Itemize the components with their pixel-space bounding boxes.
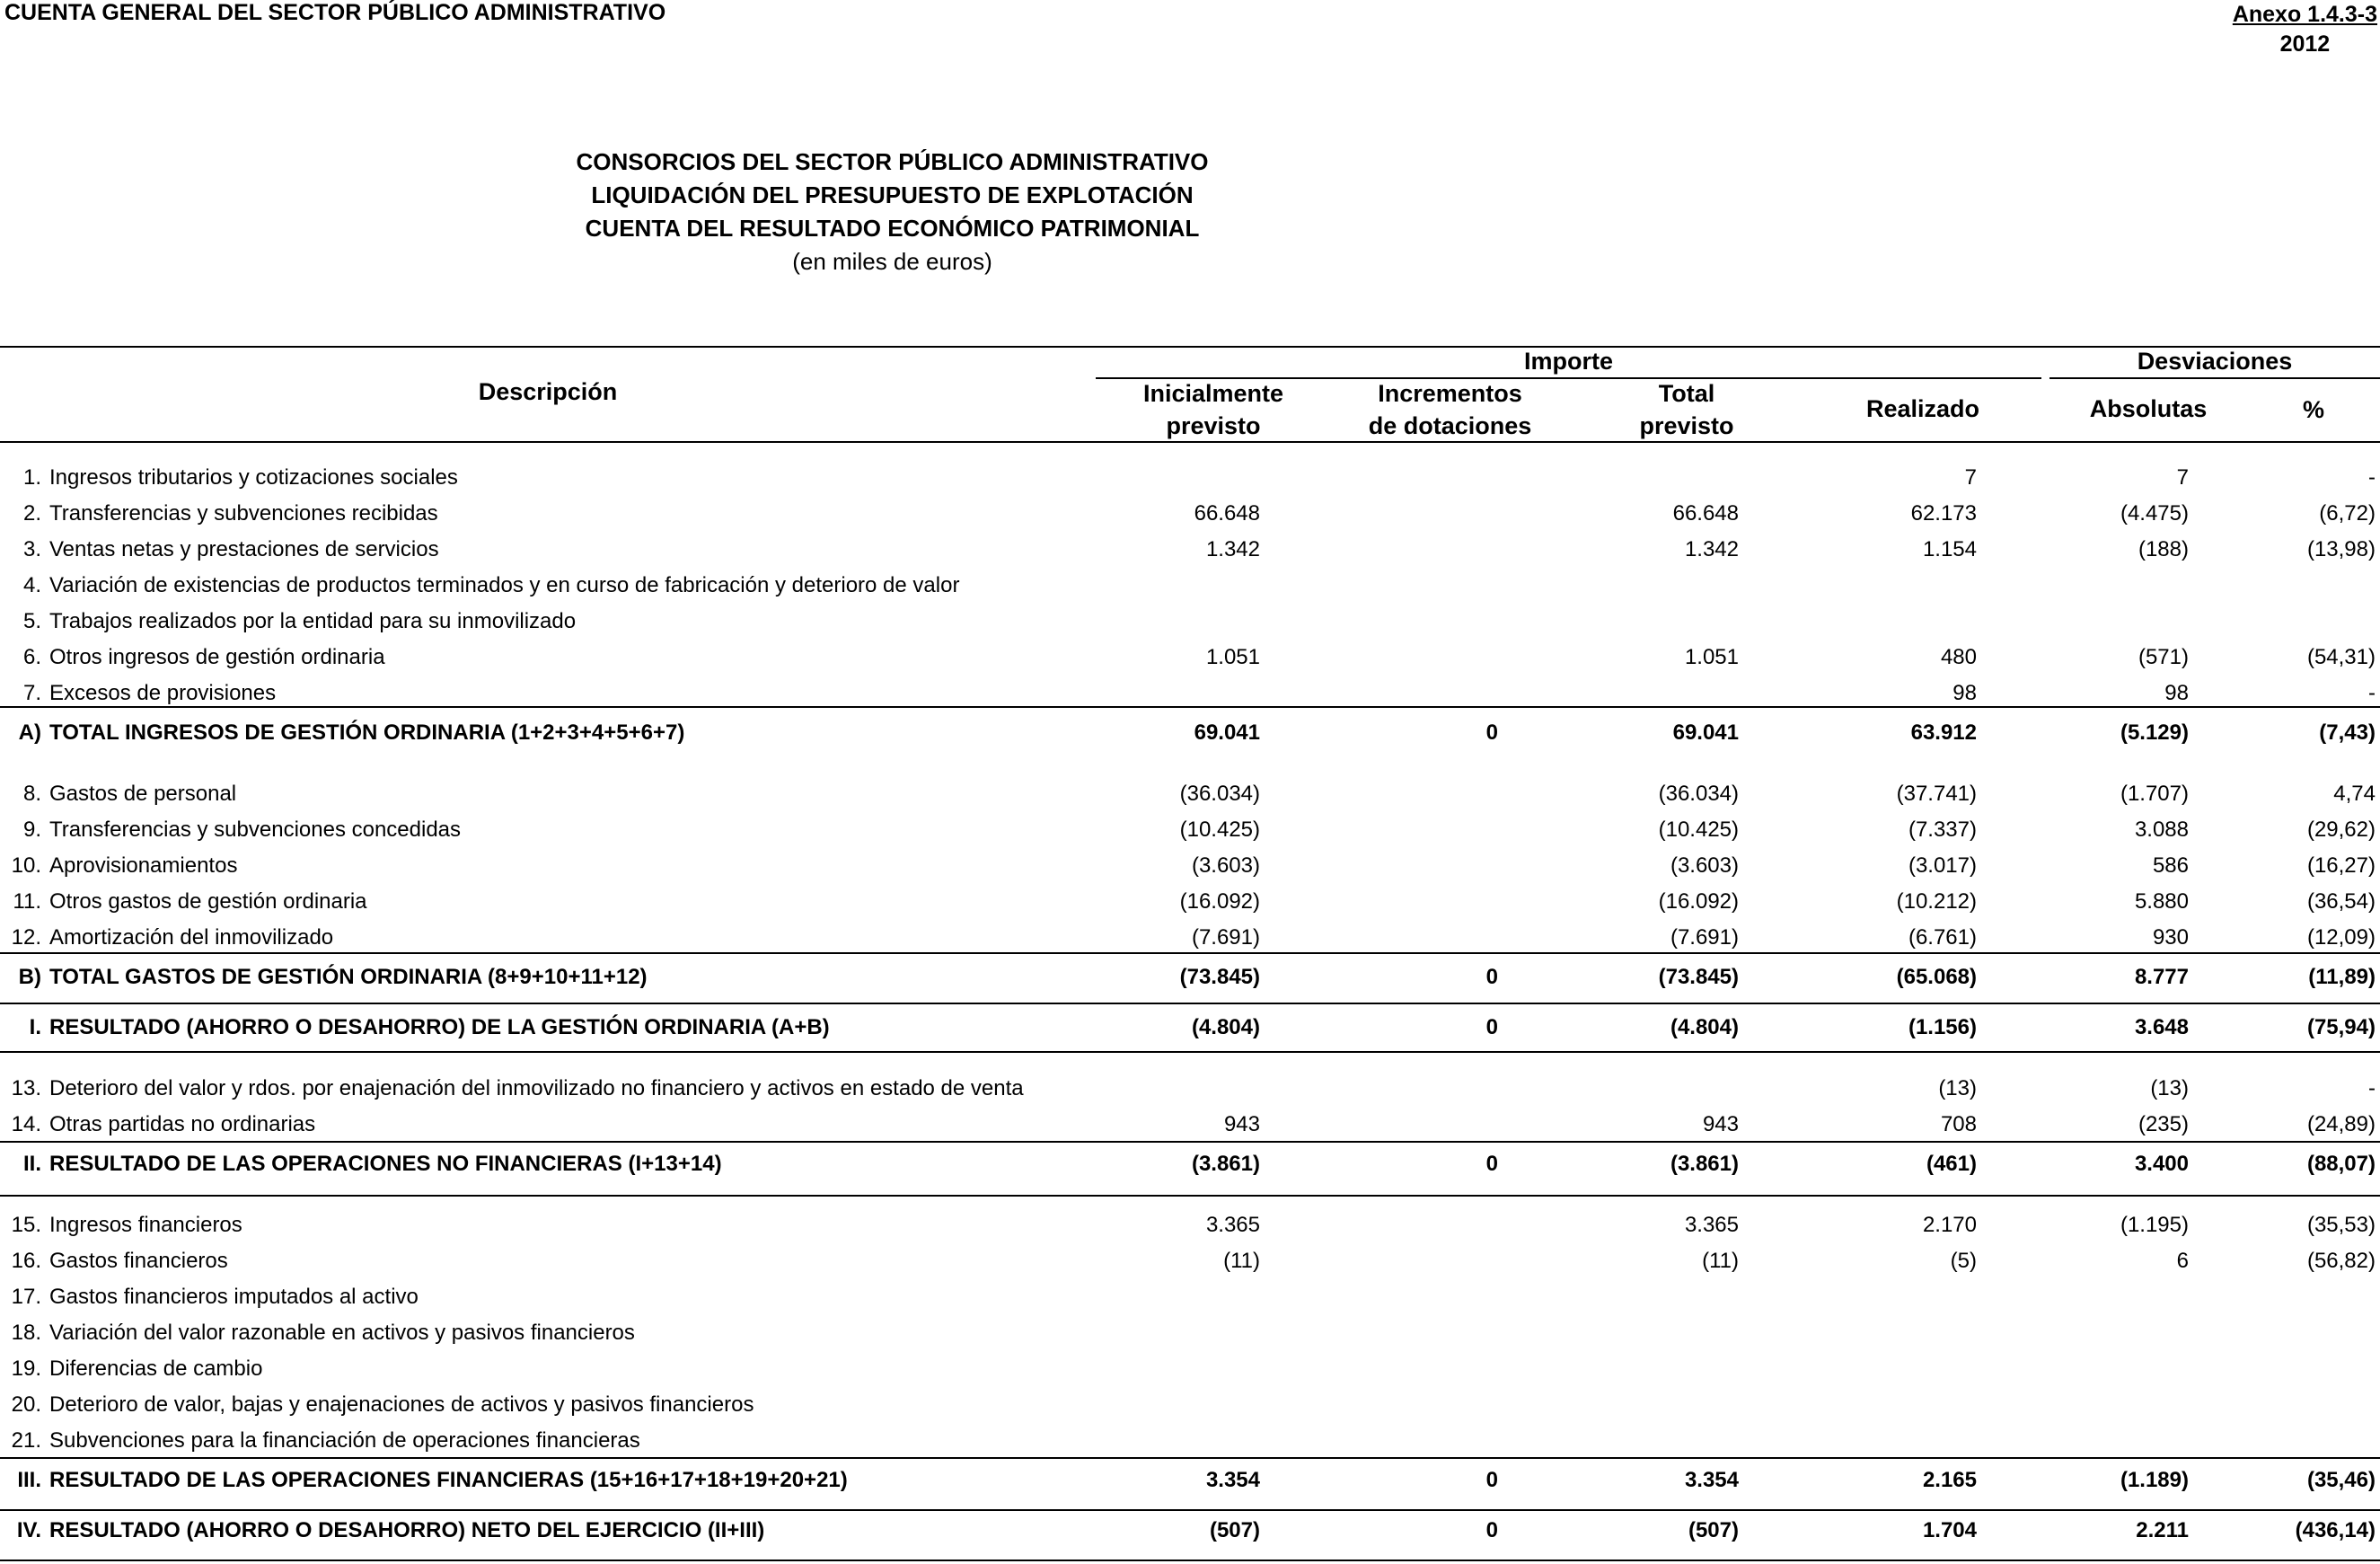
col-total-previsto	[1569, 377, 1804, 442]
row-number: 17.	[11, 1285, 41, 1309]
cell-total-previsto: 3.354	[1684, 1468, 1739, 1492]
cell-inicialmente-previsto: (16.092)	[1179, 889, 1260, 914]
row-number: 7.	[22, 681, 41, 705]
col-total-line1: Total	[1658, 380, 1715, 407]
cell-absolutas: (188)	[2138, 537, 2189, 561]
row-number: 3.	[22, 537, 41, 561]
row-number: 20.	[11, 1392, 41, 1417]
row-rule	[0, 952, 2380, 954]
cell-incrementos: 0	[1485, 965, 1498, 989]
cell-absolutas: 5.880	[2134, 889, 2189, 914]
cell-total-previsto: 943	[1702, 1112, 1739, 1136]
cell-total-previsto: (3.603)	[1670, 853, 1739, 878]
col-descripcion: Descripción	[478, 378, 618, 405]
cell-incrementos: 0	[1485, 1152, 1498, 1176]
cell-inicialmente-previsto: 1.051	[1205, 645, 1260, 669]
cell-realizado: (10.212)	[1896, 889, 1977, 914]
cell-porcentaje: (436,14)	[2295, 1518, 2376, 1542]
cell-absolutas: 3.400	[2134, 1152, 2189, 1176]
cell-inicialmente-previsto: (11)	[1223, 1249, 1260, 1273]
cell-realizado: (1.156)	[1908, 1015, 1977, 1039]
cell-total-previsto: (10.425)	[1658, 817, 1739, 842]
col-inicialmente-line1: Inicialmente	[1142, 380, 1284, 407]
cell-porcentaje: (6,72)	[2319, 501, 2376, 526]
cell-total-previsto: (3.861)	[1670, 1152, 1739, 1176]
cell-absolutas: 6	[2176, 1249, 2189, 1273]
row-description: Ingresos tributarios y cotizaciones sociales	[49, 465, 458, 490]
row-number: 2.	[22, 501, 41, 526]
cell-absolutas: (235)	[2138, 1112, 2189, 1136]
row-number: 1.	[22, 465, 41, 490]
cell-inicialmente-previsto: 943	[1223, 1112, 1260, 1136]
row-number: 18.	[11, 1321, 41, 1345]
cell-inicialmente-previsto: 1.342	[1205, 537, 1260, 561]
cell-porcentaje: (24,89)	[2306, 1112, 2376, 1136]
cell-porcentaje: -	[2368, 1076, 2376, 1100]
cell-absolutas: 2.211	[2136, 1518, 2189, 1542]
cell-total-previsto: 69.041	[1672, 720, 1739, 745]
title-line-1: CONSORCIOS DEL SECTOR PÚBLICO ADMINISTRATIVO	[576, 148, 1209, 175]
row-description: Ingresos financieros	[49, 1213, 242, 1237]
row-number: I.	[29, 1015, 41, 1039]
row-rule	[0, 1195, 2380, 1197]
row-number: 9.	[22, 817, 41, 842]
cell-incrementos: 0	[1485, 720, 1498, 745]
cell-realizado: (6.761)	[1908, 925, 1977, 950]
row-description: Otras partidas no ordinarias	[49, 1112, 316, 1136]
row-number: 21.	[11, 1428, 41, 1453]
cell-porcentaje: (75,94)	[2306, 1015, 2376, 1039]
row-number: 8.	[22, 782, 41, 806]
cell-porcentaje: (36,54)	[2306, 889, 2376, 914]
annex-year: 2012	[2279, 31, 2331, 57]
title-line-2: LIQUIDACIÓN DEL PRESUPUESTO DE EXPLOTACIÓN	[591, 181, 1194, 208]
cell-realizado: (13)	[1938, 1076, 1977, 1100]
cell-realizado: 708	[1940, 1112, 1977, 1136]
row-description: RESULTADO DE LAS OPERACIONES FINANCIERAS (15+16+17+18+19+20+21)	[49, 1468, 848, 1492]
col-incrementos-line1: Incrementos	[1378, 380, 1522, 407]
cell-inicialmente-previsto: (10.425)	[1179, 817, 1260, 842]
row-description: Gastos de personal	[49, 782, 237, 806]
cell-inicialmente-previsto: 69.041	[1194, 720, 1260, 745]
cell-porcentaje: (88,07)	[2306, 1152, 2376, 1176]
annex-number: Anexo 1.4.3-3	[2232, 2, 2377, 27]
cell-porcentaje: 4,74	[2333, 782, 2376, 806]
row-number: II.	[22, 1152, 41, 1176]
row-description: TOTAL GASTOS DE GESTIÓN ORDINARIA (8+9+10+11+12)	[49, 965, 648, 989]
cell-absolutas: (4.475)	[2120, 501, 2189, 526]
col-group-importe: Importe	[1523, 348, 1613, 375]
row-number: 5.	[22, 609, 41, 633]
col-incrementos-line2: de dotaciones	[1368, 412, 1532, 439]
cell-realizado: (5)	[1950, 1249, 1977, 1273]
cell-absolutas: 7	[2176, 465, 2189, 490]
row-description: Amortización del inmovilizado	[49, 925, 334, 950]
row-description: Gastos financieros imputados al activo	[49, 1285, 419, 1309]
cell-realizado: 1.154	[1922, 537, 1977, 561]
col-realizado: Realizado	[1865, 395, 1980, 422]
row-rule	[0, 1003, 2380, 1004]
cell-inicialmente-previsto: (73.845)	[1179, 965, 1260, 989]
row-number: 6.	[22, 645, 41, 669]
cell-inicialmente-previsto: 66.648	[1194, 501, 1260, 526]
cell-absolutas: 586	[2152, 853, 2189, 878]
cell-inicialmente-previsto: 3.365	[1205, 1213, 1260, 1237]
cell-porcentaje: (56,82)	[2306, 1249, 2376, 1273]
col-porcentaje: %	[2302, 396, 2324, 423]
cell-inicialmente-previsto: (36.034)	[1179, 782, 1260, 806]
annex-label	[2233, 0, 2377, 59]
title-line-3: CUENTA DEL RESULTADO ECONÓMICO PATRIMONIAL	[585, 215, 1200, 242]
row-number: A)	[18, 720, 41, 745]
row-description: TOTAL INGRESOS DE GESTIÓN ORDINARIA (1+2+3+4+5+6+7)	[49, 720, 685, 745]
report-titles	[0, 146, 1785, 278]
cell-porcentaje: -	[2368, 465, 2376, 490]
row-number: 13.	[11, 1076, 41, 1100]
cell-absolutas: 98	[2164, 681, 2189, 705]
cell-inicialmente-previsto: (3.861)	[1191, 1152, 1260, 1176]
units-note: (en miles de euros)	[792, 248, 992, 275]
cell-realizado: (3.017)	[1908, 853, 1977, 878]
cell-realizado: 1.704	[1922, 1518, 1977, 1542]
row-number: 19.	[11, 1356, 41, 1381]
cell-total-previsto: 1.342	[1684, 537, 1739, 561]
cell-inicialmente-previsto: (4.804)	[1191, 1015, 1260, 1039]
col-group-desviaciones: Desviaciones	[2137, 348, 2293, 375]
cell-porcentaje: (35,53)	[2306, 1213, 2376, 1237]
row-number: 4.	[22, 573, 41, 597]
row-number: IV.	[16, 1518, 41, 1542]
row-description: RESULTADO (AHORRO O DESAHORRO) NETO DEL EJERCICIO (II+III)	[49, 1518, 765, 1542]
cell-absolutas: 8.777	[2134, 965, 2189, 989]
col-absolutas: Absolutas	[2089, 395, 2208, 422]
col-total-line2: previsto	[1639, 412, 1734, 439]
cell-total-previsto: (7.691)	[1670, 925, 1739, 950]
cell-absolutas: 3.088	[2134, 817, 2189, 842]
row-number: 16.	[11, 1249, 41, 1273]
row-number: III.	[17, 1468, 41, 1492]
col-incrementos	[1331, 377, 1569, 442]
cell-realizado: 7	[1964, 465, 1977, 490]
col-inicialmente-line2: previsto	[1166, 412, 1261, 439]
row-number: 12.	[11, 925, 41, 950]
cell-inicialmente-previsto: (507)	[1209, 1518, 1260, 1542]
cell-absolutas: (1.707)	[2120, 782, 2189, 806]
cell-porcentaje: (7,43)	[2319, 720, 2376, 745]
cell-realizado: 2.170	[1922, 1213, 1977, 1237]
row-rule	[0, 1457, 2380, 1459]
col-inicialmente-previsto	[1096, 377, 1331, 442]
cell-total-previsto: (36.034)	[1658, 782, 1739, 806]
cell-realizado: 98	[1952, 681, 1977, 705]
cell-absolutas: (5.129)	[2120, 720, 2189, 745]
cell-absolutas: 930	[2152, 925, 2189, 950]
cell-absolutas: (571)	[2138, 645, 2189, 669]
document-header-title: CUENTA GENERAL DEL SECTOR PÚBLICO ADMINISTRATIVO	[4, 0, 666, 25]
cell-total-previsto: 1.051	[1684, 645, 1739, 669]
row-description: Transferencias y subvenciones recibidas	[49, 501, 438, 526]
row-description: Otros ingresos de gestión ordinaria	[49, 645, 385, 669]
cell-total-previsto: (4.804)	[1670, 1015, 1739, 1039]
row-number: B)	[18, 965, 41, 989]
cell-total-previsto: 66.648	[1672, 501, 1739, 526]
cell-total-previsto: (507)	[1688, 1518, 1739, 1542]
cell-realizado: 2.165	[1922, 1468, 1977, 1492]
row-description: Variación del valor razonable en activos y pasivos financieros	[49, 1321, 635, 1345]
row-description: Transferencias y subvenciones concedidas	[49, 817, 462, 842]
row-number: 10.	[11, 853, 41, 878]
row-rule	[0, 1509, 2380, 1511]
row-rule	[0, 706, 2380, 708]
row-number: 15.	[11, 1213, 41, 1237]
cell-absolutas: 3.648	[2134, 1015, 2189, 1039]
cell-total-previsto: (73.845)	[1658, 965, 1739, 989]
cell-absolutas: (13)	[2150, 1076, 2189, 1100]
cell-incrementos: 0	[1485, 1518, 1498, 1542]
cell-inicialmente-previsto: (3.603)	[1191, 853, 1260, 878]
row-description: Excesos de provisiones	[49, 681, 277, 705]
cell-porcentaje: (54,31)	[2306, 645, 2376, 669]
cell-porcentaje: (11,89)	[2308, 965, 2376, 989]
cell-porcentaje: (12,09)	[2306, 925, 2376, 950]
cell-porcentaje: (13,98)	[2306, 537, 2376, 561]
row-description: Deterioro del valor y rdos. por enajenación del inmovilizado no financiero y activos en estado de venta	[49, 1076, 1024, 1100]
cell-incrementos: 0	[1485, 1015, 1498, 1039]
cell-absolutas: (1.189)	[2120, 1468, 2189, 1492]
cell-realizado: (461)	[1926, 1152, 1977, 1176]
row-description: RESULTADO DE LAS OPERACIONES NO FINANCIERAS (I+13+14)	[49, 1152, 722, 1176]
desviaciones-rule	[2049, 377, 2380, 379]
cell-porcentaje: (16,27)	[2306, 853, 2376, 878]
cell-absolutas: (1.195)	[2120, 1213, 2189, 1237]
row-number: 14.	[11, 1112, 41, 1136]
row-description: Trabajos realizados por la entidad para su inmovilizado	[49, 609, 577, 633]
cell-realizado: 63.912	[1910, 720, 1977, 745]
row-description: Aprovisionamientos	[49, 853, 238, 878]
cell-porcentaje: (29,62)	[2306, 817, 2376, 842]
row-description: RESULTADO (AHORRO O DESAHORRO) DE LA GESTIÓN ORDINARIA (A+B)	[49, 1015, 830, 1039]
cell-total-previsto: 3.365	[1684, 1213, 1739, 1237]
cell-incrementos: 0	[1485, 1468, 1498, 1492]
cell-porcentaje: -	[2368, 681, 2376, 705]
cell-total-previsto: (16.092)	[1658, 889, 1739, 914]
row-description: Gastos financieros	[49, 1249, 228, 1273]
cell-total-previsto: (11)	[1702, 1249, 1739, 1273]
cell-porcentaje: (35,46)	[2306, 1468, 2376, 1492]
row-description: Ventas netas y prestaciones de servicios	[49, 537, 439, 561]
row-description: Deterioro de valor, bajas y enajenaciones de activos y pasivos financieros	[49, 1392, 754, 1417]
cell-realizado: 62.173	[1910, 501, 1977, 526]
row-number: 11.	[13, 889, 41, 914]
row-description: Subvenciones para la financiación de operaciones financieras	[49, 1428, 640, 1453]
row-description: Diferencias de cambio	[49, 1356, 263, 1381]
cell-inicialmente-previsto: (7.691)	[1191, 925, 1260, 950]
row-rule	[0, 1051, 2380, 1053]
row-description: Variación de existencias de productos terminados y en curso de fabricación y deterioro de valor	[49, 573, 960, 597]
cell-realizado: (37.741)	[1896, 782, 1977, 806]
cell-realizado: (7.337)	[1908, 817, 1977, 842]
row-description: Otros gastos de gestión ordinaria	[49, 889, 367, 914]
row-rule	[0, 1560, 2380, 1561]
row-rule	[0, 1141, 2380, 1143]
cell-inicialmente-previsto: 3.354	[1205, 1468, 1260, 1492]
cell-realizado: 480	[1940, 645, 1977, 669]
cell-realizado: (65.068)	[1896, 965, 1977, 989]
